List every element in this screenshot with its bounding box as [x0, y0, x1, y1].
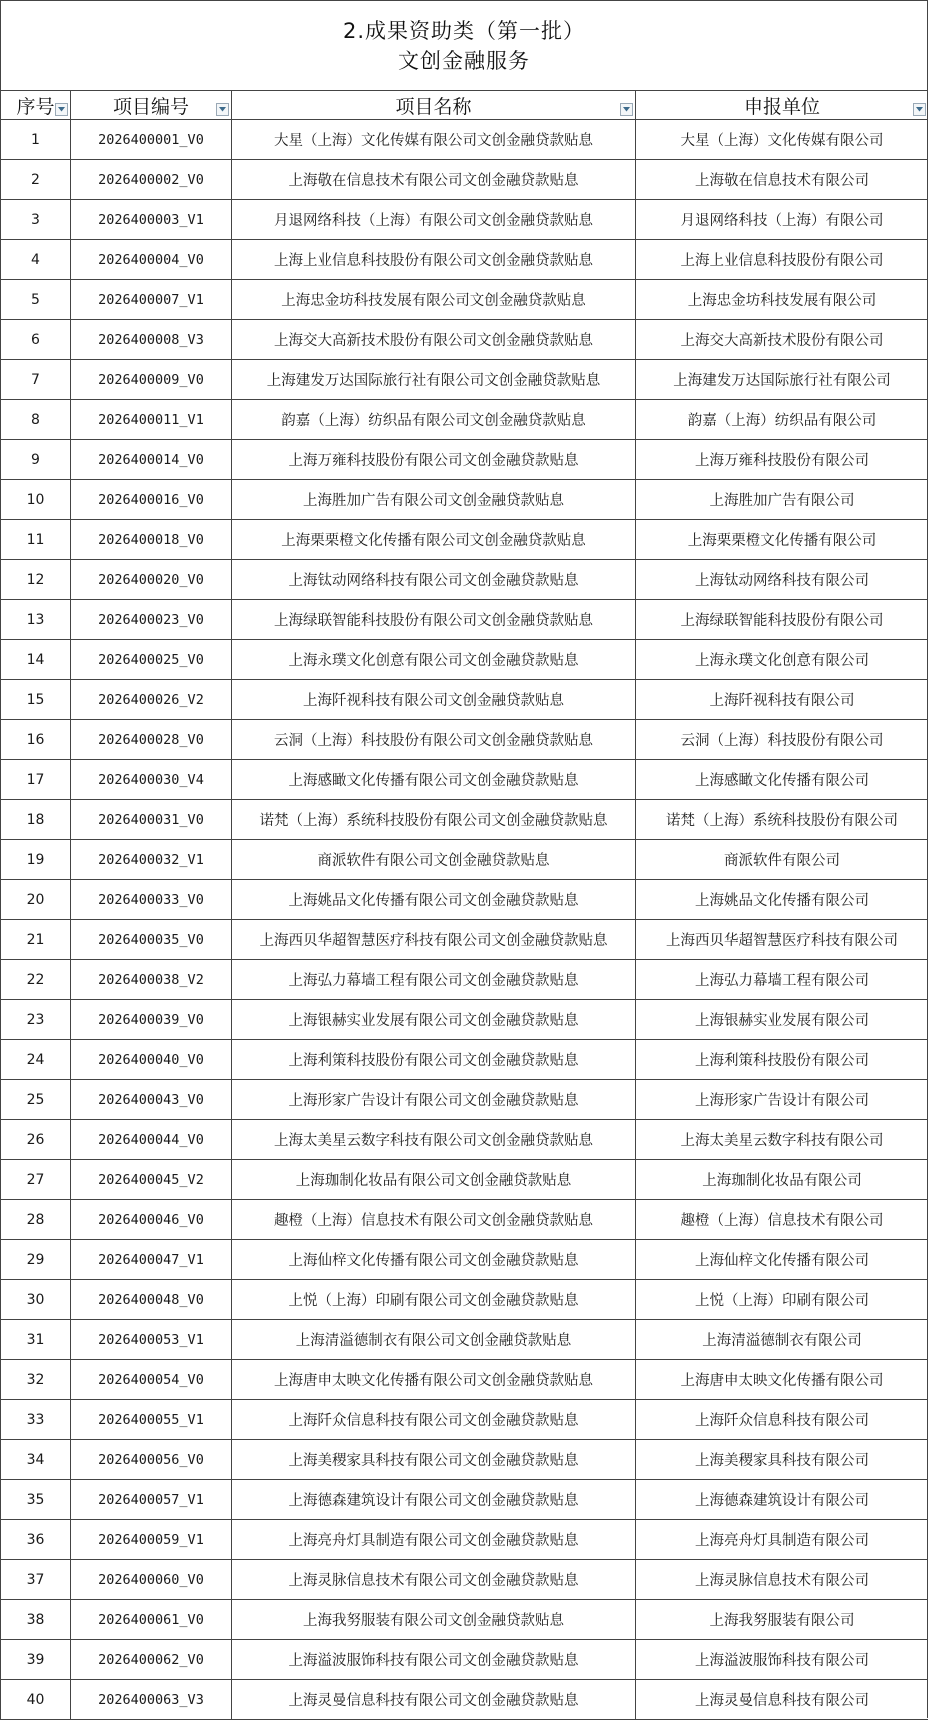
cell-project-name[interactable]: 韵嘉（上海）纺织品有限公司文创金融贷款贴息 [232, 400, 636, 440]
cell-project-code[interactable]: 2026400009_V0 [71, 360, 232, 400]
cell-seq[interactable]: 12 [1, 560, 71, 600]
cell-seq[interactable]: 24 [1, 1040, 71, 1080]
cell-project-code[interactable]: 2026400043_V0 [71, 1080, 232, 1120]
cell-project-code[interactable]: 2026400025_V0 [71, 640, 232, 680]
cell-seq[interactable]: 7 [1, 360, 71, 400]
cell-project-name[interactable]: 商派软件有限公司文创金融贷款贴息 [232, 840, 636, 880]
header-label: 项目名称 [395, 92, 471, 119]
cell-project-name[interactable]: 上海亮舟灯具制造有限公司文创金融贷款贴息 [232, 1520, 636, 1560]
header-code [71, 91, 232, 120]
cell-project-name[interactable]: 上海永璞文化创意有限公司文创金融贷款贴息 [232, 640, 636, 680]
cell-applicant-unit[interactable]: 上海银赫实业发展有限公司 [636, 1000, 928, 1040]
cell-project-name[interactable]: 大星（上海）文化传媒有限公司文创金融贷款贴息 [232, 120, 636, 160]
cell-project-code[interactable]: 2026400063_V3 [71, 1680, 232, 1720]
cell-project-name[interactable]: 上海银赫实业发展有限公司文创金融贷款贴息 [232, 1000, 636, 1040]
cell-seq[interactable]: 9 [1, 440, 71, 480]
cell-applicant-unit[interactable]: 上海形家广告设计有限公司 [636, 1080, 928, 1120]
cell-project-name[interactable]: 上海建发万达国际旅行社有限公司文创金融贷款贴息 [232, 360, 636, 400]
cell-project-name[interactable]: 云洞（上海）科技股份有限公司文创金融贷款贴息 [232, 720, 636, 760]
cell-applicant-unit[interactable]: 韵嘉（上海）纺织品有限公司 [636, 400, 928, 440]
cell-project-code[interactable]: 2026400030_V4 [71, 760, 232, 800]
cell-project-name[interactable]: 上海太美星云数字科技有限公司文创金融贷款贴息 [232, 1120, 636, 1160]
cell-project-name[interactable]: 上海唐申太映文化传播有限公司文创金融贷款贴息 [232, 1360, 636, 1400]
cell-project-code[interactable]: 2026400007_V1 [71, 280, 232, 320]
table-row [1, 200, 928, 240]
table-row [1, 320, 928, 360]
cell-applicant-unit[interactable]: 上海唐申太映文化传播有限公司 [636, 1360, 928, 1400]
cell-seq[interactable]: 28 [1, 1200, 71, 1240]
table-row [1, 120, 928, 160]
table-row [1, 600, 928, 640]
table-row [1, 1280, 928, 1320]
table-row [1, 1200, 928, 1240]
table-row [1, 760, 928, 800]
table-row [1, 1160, 928, 1200]
cell-applicant-unit[interactable]: 上海忠金坊科技发展有限公司 [636, 280, 928, 320]
cell-project-code[interactable]: 2026400014_V0 [71, 440, 232, 480]
cell-applicant-unit[interactable]: 上海敬在信息技术有限公司 [636, 160, 928, 200]
cell-project-name[interactable]: 上海灵脉信息技术有限公司文创金融贷款贴息 [232, 1560, 636, 1600]
cell-applicant-unit[interactable]: 上海仙梓文化传播有限公司 [636, 1240, 928, 1280]
filter-dropdown-icon[interactable] [55, 103, 68, 116]
cell-project-code[interactable]: 2026400045_V2 [71, 1160, 232, 1200]
cell-project-name[interactable]: 上海仙梓文化传播有限公司文创金融贷款贴息 [232, 1240, 636, 1280]
cell-project-name[interactable]: 诺梵（上海）系统科技股份有限公司文创金融贷款贴息 [232, 800, 636, 840]
cell-project-code[interactable]: 2026400020_V0 [71, 560, 232, 600]
cell-seq[interactable]: 32 [1, 1360, 71, 1400]
table-row [1, 560, 928, 600]
table-header [1, 91, 928, 120]
cell-project-name[interactable]: 上海姚品文化传播有限公司文创金融贷款贴息 [232, 880, 636, 920]
table-row [1, 880, 928, 920]
cell-applicant-unit[interactable]: 上海钛动网络科技有限公司 [636, 560, 928, 600]
data-table [0, 90, 928, 1720]
cell-project-name[interactable]: 上海交大高新技术股份有限公司文创金融贷款贴息 [232, 320, 636, 360]
cell-seq[interactable]: 1 [1, 120, 71, 160]
table-row [1, 1360, 928, 1400]
cell-applicant-unit[interactable]: 上海姚品文化传播有限公司 [636, 880, 928, 920]
table-row [1, 840, 928, 880]
cell-seq[interactable]: 15 [1, 680, 71, 720]
cell-project-code[interactable]: 2026400046_V0 [71, 1200, 232, 1240]
cell-applicant-unit[interactable]: 上海灵脉信息技术有限公司 [636, 1560, 928, 1600]
header-seq [1, 91, 71, 120]
cell-applicant-unit[interactable]: 上海建发万达国际旅行社有限公司 [636, 360, 928, 400]
cell-seq[interactable]: 17 [1, 760, 71, 800]
table-row [1, 1400, 928, 1440]
cell-project-code[interactable]: 2026400060_V0 [71, 1560, 232, 1600]
table-row [1, 160, 928, 200]
table-row [1, 360, 928, 400]
cell-applicant-unit[interactable]: 上海栗栗橙文化传播有限公司 [636, 520, 928, 560]
table-row [1, 1560, 928, 1600]
table-row [1, 1320, 928, 1360]
cell-seq[interactable]: 6 [1, 320, 71, 360]
cell-seq[interactable]: 20 [1, 880, 71, 920]
cell-project-code[interactable]: 2026400055_V1 [71, 1400, 232, 1440]
table-row [1, 1000, 928, 1040]
cell-project-name[interactable]: 上海敬在信息技术有限公司文创金融贷款贴息 [232, 160, 636, 200]
table-row [1, 1440, 928, 1480]
cell-seq[interactable]: 35 [1, 1480, 71, 1520]
cell-project-name[interactable]: 月退网络科技（上海）有限公司文创金融贷款贴息 [232, 200, 636, 240]
cell-project-code[interactable]: 2026400001_V0 [71, 120, 232, 160]
cell-project-name[interactable]: 上海灵曼信息科技有限公司文创金融贷款贴息 [232, 1680, 636, 1720]
cell-applicant-unit[interactable]: 上海上业信息科技股份有限公司 [636, 240, 928, 280]
cell-applicant-unit[interactable]: 上海清溢德制衣有限公司 [636, 1320, 928, 1360]
header-label: 序号 [16, 92, 54, 119]
cell-applicant-unit[interactable]: 上海太美星云数字科技有限公司 [636, 1120, 928, 1160]
table-row [1, 1640, 928, 1680]
cell-seq[interactable]: 36 [1, 1520, 71, 1560]
cell-project-name[interactable]: 上海德森建筑设计有限公司文创金融贷款贴息 [232, 1480, 636, 1520]
cell-project-name[interactable]: 趣橙（上海）信息技术有限公司文创金融贷款贴息 [232, 1200, 636, 1240]
cell-applicant-unit[interactable]: 上海绿联智能科技股份有限公司 [636, 600, 928, 640]
table-row [1, 1480, 928, 1520]
cell-project-name[interactable]: 上海万雍科技股份有限公司文创金融贷款贴息 [232, 440, 636, 480]
table-row [1, 1600, 928, 1640]
header-name [232, 91, 636, 120]
cell-applicant-unit[interactable]: 诺梵（上海）系统科技股份有限公司 [636, 800, 928, 840]
cell-project-code[interactable]: 2026400003_V1 [71, 200, 232, 240]
cell-project-name[interactable]: 上海绿联智能科技股份有限公司文创金融贷款贴息 [232, 600, 636, 640]
table-row [1, 1680, 928, 1720]
table-row [1, 960, 928, 1000]
cell-applicant-unit[interactable]: 上海万雍科技股份有限公司 [636, 440, 928, 480]
cell-seq[interactable]: 2 [1, 160, 71, 200]
cell-project-name[interactable]: 上海钛动网络科技有限公司文创金融贷款贴息 [232, 560, 636, 600]
cell-seq[interactable]: 21 [1, 920, 71, 960]
cell-project-code[interactable]: 2026400062_V0 [71, 1640, 232, 1680]
title-block [0, 0, 927, 90]
cell-project-name[interactable]: 上海感瞰文化传播有限公司文创金融贷款贴息 [232, 760, 636, 800]
cell-project-name[interactable]: 上海珈制化妆品有限公司文创金融贷款贴息 [232, 1160, 636, 1200]
cell-project-code[interactable]: 2026400061_V0 [71, 1600, 232, 1640]
cell-seq[interactable]: 34 [1, 1440, 71, 1480]
cell-project-code[interactable]: 2026400002_V0 [71, 160, 232, 200]
cell-project-code[interactable]: 2026400040_V0 [71, 1040, 232, 1080]
cell-seq[interactable]: 8 [1, 400, 71, 440]
cell-project-code[interactable]: 2026400059_V1 [71, 1520, 232, 1560]
table-row [1, 1080, 928, 1120]
cell-applicant-unit[interactable]: 月退网络科技（上海）有限公司 [636, 200, 928, 240]
cell-applicant-unit[interactable]: 商派软件有限公司 [636, 840, 928, 880]
cell-project-code[interactable]: 2026400044_V0 [71, 1120, 232, 1160]
cell-seq[interactable]: 3 [1, 200, 71, 240]
cell-project-name[interactable]: 上海溢波服饰科技有限公司文创金融贷款贴息 [232, 1640, 636, 1680]
table-body [1, 120, 928, 1720]
cell-project-name[interactable]: 上海西贝华超智慧医疗科技有限公司文创金融贷款贴息 [232, 920, 636, 960]
cell-project-code[interactable]: 2026400031_V0 [71, 800, 232, 840]
cell-seq[interactable]: 14 [1, 640, 71, 680]
cell-project-code[interactable]: 2026400032_V1 [71, 840, 232, 880]
cell-project-name[interactable]: 上海美稷家具科技有限公司文创金融贷款贴息 [232, 1440, 636, 1480]
cell-applicant-unit[interactable]: 上海珈制化妆品有限公司 [636, 1160, 928, 1200]
cell-project-code[interactable]: 2026400057_V1 [71, 1480, 232, 1520]
cell-project-code[interactable]: 2026400011_V1 [71, 400, 232, 440]
table-row [1, 680, 928, 720]
cell-project-name[interactable]: 上海栗栗橙文化传播有限公司文创金融贷款贴息 [232, 520, 636, 560]
table-row [1, 520, 928, 560]
cell-seq[interactable]: 16 [1, 720, 71, 760]
cell-applicant-unit[interactable]: 上悦（上海）印刷有限公司 [636, 1280, 928, 1320]
cell-applicant-unit[interactable]: 上海德森建筑设计有限公司 [636, 1480, 928, 1520]
cell-project-code[interactable]: 2026400035_V0 [71, 920, 232, 960]
cell-project-code[interactable]: 2026400008_V3 [71, 320, 232, 360]
cell-seq[interactable]: 29 [1, 1240, 71, 1280]
table-row [1, 1240, 928, 1280]
cell-project-code[interactable]: 2026400038_V2 [71, 960, 232, 1000]
cell-project-name[interactable]: 上悦（上海）印刷有限公司文创金融贷款贴息 [232, 1280, 636, 1320]
cell-seq[interactable]: 27 [1, 1160, 71, 1200]
cell-seq[interactable]: 5 [1, 280, 71, 320]
title-line-1: 2.成果资助类（第一批） [343, 16, 585, 46]
cell-seq[interactable]: 11 [1, 520, 71, 560]
table-row [1, 400, 928, 440]
table-row [1, 640, 928, 680]
cell-project-code[interactable]: 2026400023_V0 [71, 600, 232, 640]
cell-applicant-unit[interactable]: 上海阡视科技有限公司 [636, 680, 928, 720]
cell-applicant-unit[interactable]: 上海西贝华超智慧医疗科技有限公司 [636, 920, 928, 960]
table-row [1, 480, 928, 520]
cell-seq[interactable]: 23 [1, 1000, 71, 1040]
table-row [1, 280, 928, 320]
cell-project-code[interactable]: 2026400028_V0 [71, 720, 232, 760]
cell-seq[interactable]: 38 [1, 1600, 71, 1640]
cell-applicant-unit[interactable]: 上海阡众信息科技有限公司 [636, 1400, 928, 1440]
cell-seq[interactable]: 26 [1, 1120, 71, 1160]
cell-seq[interactable]: 31 [1, 1320, 71, 1360]
cell-seq[interactable]: 4 [1, 240, 71, 280]
cell-applicant-unit[interactable]: 上海胜加广告有限公司 [636, 480, 928, 520]
cell-project-name[interactable]: 上海阡众信息科技有限公司文创金融贷款贴息 [232, 1400, 636, 1440]
cell-project-name[interactable]: 上海形家广告设计有限公司文创金融贷款贴息 [232, 1080, 636, 1120]
title-line-2: 文创金融服务 [398, 46, 530, 76]
cell-project-code[interactable]: 2026400026_V2 [71, 680, 232, 720]
cell-project-code[interactable]: 2026400047_V1 [71, 1240, 232, 1280]
cell-project-code[interactable]: 2026400018_V0 [71, 520, 232, 560]
filter-dropdown-icon[interactable] [913, 103, 926, 116]
cell-project-name[interactable]: 上海胜加广告有限公司文创金融贷款贴息 [232, 480, 636, 520]
cell-project-code[interactable]: 2026400053_V1 [71, 1320, 232, 1360]
table-row [1, 1520, 928, 1560]
table-row [1, 1040, 928, 1080]
cell-applicant-unit[interactable]: 云洞（上海）科技股份有限公司 [636, 720, 928, 760]
cell-applicant-unit[interactable]: 上海交大高新技术股份有限公司 [636, 320, 928, 360]
cell-seq[interactable]: 40 [1, 1680, 71, 1720]
cell-seq[interactable]: 39 [1, 1640, 71, 1680]
cell-applicant-unit[interactable]: 上海亮舟灯具制造有限公司 [636, 1520, 928, 1560]
cell-project-name[interactable]: 上海忠金坊科技发展有限公司文创金融贷款贴息 [232, 280, 636, 320]
filter-dropdown-icon[interactable] [620, 103, 633, 116]
cell-project-code[interactable]: 2026400039_V0 [71, 1000, 232, 1040]
cell-project-name[interactable]: 上海清溢德制衣有限公司文创金融贷款贴息 [232, 1320, 636, 1360]
cell-applicant-unit[interactable]: 上海弘力幕墙工程有限公司 [636, 960, 928, 1000]
header-label: 项目编号 [113, 92, 189, 119]
cell-applicant-unit[interactable]: 上海感瞰文化传播有限公司 [636, 760, 928, 800]
cell-applicant-unit[interactable]: 上海溢波服饰科技有限公司 [636, 1640, 928, 1680]
table-row [1, 920, 928, 960]
cell-project-name[interactable]: 上海我努服装有限公司文创金融贷款贴息 [232, 1600, 636, 1640]
cell-applicant-unit[interactable]: 大星（上海）文化传媒有限公司 [636, 120, 928, 160]
cell-applicant-unit[interactable]: 上海美稷家具科技有限公司 [636, 1440, 928, 1480]
cell-seq[interactable]: 19 [1, 840, 71, 880]
cell-project-code[interactable]: 2026400016_V0 [71, 480, 232, 520]
filter-dropdown-icon[interactable] [216, 103, 229, 116]
cell-seq[interactable]: 10 [1, 480, 71, 520]
cell-project-name[interactable]: 上海阡视科技有限公司文创金融贷款贴息 [232, 680, 636, 720]
header-label: 申报单位 [744, 92, 820, 119]
cell-seq[interactable]: 33 [1, 1400, 71, 1440]
cell-applicant-unit[interactable]: 上海永璞文化创意有限公司 [636, 640, 928, 680]
cell-seq[interactable]: 18 [1, 800, 71, 840]
table-row [1, 720, 928, 760]
cell-applicant-unit[interactable]: 上海利策科技股份有限公司 [636, 1040, 928, 1080]
cell-project-code[interactable]: 2026400056_V0 [71, 1440, 232, 1480]
table-row [1, 440, 928, 480]
cell-project-name[interactable]: 上海弘力幕墙工程有限公司文创金融贷款贴息 [232, 960, 636, 1000]
table-row [1, 800, 928, 840]
cell-seq[interactable]: 37 [1, 1560, 71, 1600]
header-unit [636, 91, 928, 120]
cell-applicant-unit[interactable]: 上海我努服装有限公司 [636, 1600, 928, 1640]
cell-project-code[interactable]: 2026400004_V0 [71, 240, 232, 280]
header-row [1, 91, 928, 120]
cell-project-name[interactable]: 上海利策科技股份有限公司文创金融贷款贴息 [232, 1040, 636, 1080]
cell-applicant-unit[interactable]: 趣橙（上海）信息技术有限公司 [636, 1200, 928, 1240]
cell-seq[interactable]: 22 [1, 960, 71, 1000]
cell-seq[interactable]: 25 [1, 1080, 71, 1120]
cell-project-code[interactable]: 2026400033_V0 [71, 880, 232, 920]
table-row [1, 240, 928, 280]
table-row [1, 1120, 928, 1160]
cell-project-code[interactable]: 2026400048_V0 [71, 1280, 232, 1320]
cell-applicant-unit[interactable]: 上海灵曼信息科技有限公司 [636, 1680, 928, 1720]
cell-seq[interactable]: 30 [1, 1280, 71, 1320]
cell-project-code[interactable]: 2026400054_V0 [71, 1360, 232, 1400]
cell-seq[interactable]: 13 [1, 600, 71, 640]
cell-project-name[interactable]: 上海上业信息科技股份有限公司文创金融贷款贴息 [232, 240, 636, 280]
